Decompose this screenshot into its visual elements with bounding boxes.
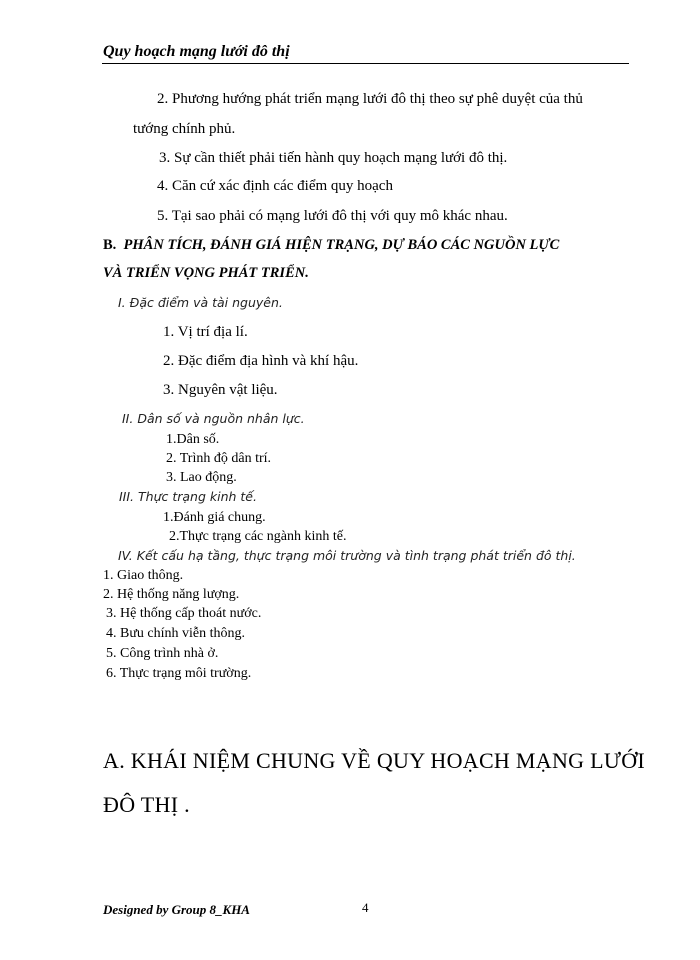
part2-item-2: 2. Trình độ dân trí. — [166, 451, 272, 466]
part1-item-2: 2. Đặc điểm địa hình và khí hậu. — [163, 353, 359, 369]
section-b-lead: B. — [103, 237, 117, 253]
part1-heading: I. Đặc điểm và tài nguyên. — [118, 295, 283, 310]
intro-item-5: 5. Tại sao phải có mạng lưới đô thị với quy mô khác nhau. — [157, 208, 508, 224]
part4-item-1: 1. Giao thông. — [103, 568, 184, 583]
header-rule — [102, 63, 629, 64]
footer-credit: Designed by Group 8_KHA — [103, 902, 250, 917]
section-a-heading-line1: A. KHÁI NIỆM CHUNG VỀ QUY HOẠCH MẠNG LƯỚI — [103, 748, 646, 773]
part1-item-3: 3. Nguyên vật liệu. — [163, 382, 278, 398]
intro-item-2-line1: 2. Phương hướng phát triển mạng lưới đô thị theo sự phê duyệt của thủ — [157, 91, 583, 107]
part4-item-2: 2. Hệ thống năng lượng. — [103, 587, 240, 602]
part3-heading: III. Thực trạng kinh tế. — [119, 489, 257, 504]
part1-item-1: 1. Vị trí địa lí. — [163, 324, 248, 340]
intro-item-4: 4. Căn cứ xác định các điểm quy hoạch — [157, 178, 393, 194]
part3-item-2: 2.Thực trạng các ngành kinh tế. — [169, 529, 347, 544]
intro-item-2-line2: tướng chính phủ. — [133, 121, 236, 137]
part2-item-3: 3. Lao động. — [166, 470, 237, 485]
part4-item-4: 4. Bưu chính viễn thông. — [106, 626, 246, 641]
part4-item-6: 6. Thực trạng môi trường. — [106, 666, 252, 681]
section-b-heading-line2: VÀ TRIỂN VỌNG PHÁT TRIỂN. — [103, 265, 309, 281]
section-b-title-1: PHÂN TÍCH, ĐÁNH GIÁ HIỆN TRẠNG, DỰ BÁO CÁC NGUỒN LỰC — [123, 237, 560, 253]
part2-heading: II. Dân số và nguồn nhân lực. — [122, 411, 305, 426]
part4-item-3: 3. Hệ thống cấp thoát nước. — [106, 606, 262, 621]
part4-item-5: 5. Công trình nhà ở. — [106, 646, 219, 661]
page-number: 4 — [362, 900, 369, 915]
part4-heading: IV. Kết cấu hạ tầng, thực trạng môi trường và tình trạng phát triển đô thị. — [118, 548, 576, 563]
running-header-title: Quy hoạch mạng lưới đô thị — [103, 43, 290, 60]
part3-item-1: 1.Đánh giá chung. — [163, 510, 266, 525]
part2-item-1: 1.Dân số. — [166, 432, 220, 447]
section-b-heading-line1 — [103, 237, 559, 254]
section-a-heading-line2: ĐÔ THỊ . — [103, 792, 190, 817]
intro-item-3: 3. Sự cần thiết phải tiến hành quy hoạch mạng lưới đô thị. — [159, 150, 508, 166]
